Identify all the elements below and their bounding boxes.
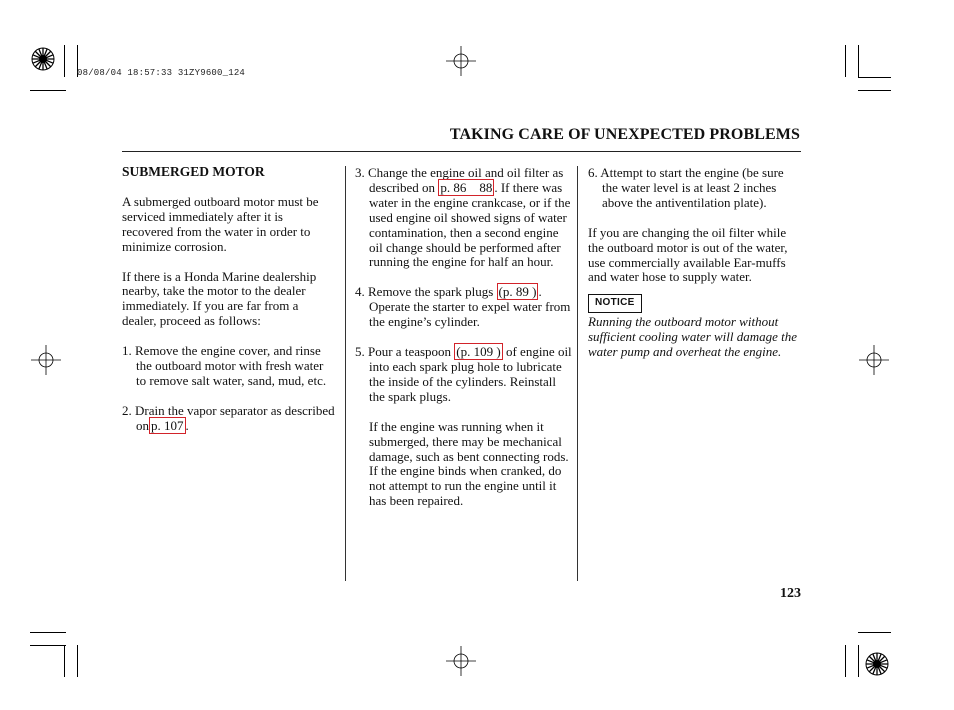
paragraph: If there is a Honda Marine dealership nearby, take the motor to the dealer immediately. If you are far from a dealer, proceed as follows: <box>122 268 317 329</box>
registration-burst-icon <box>864 651 890 677</box>
list-item <box>355 166 573 270</box>
paragraph: A submerged outboard motor must be serviced immediately after it is recovered from the water in order to minimize corrosion. <box>122 193 319 254</box>
list-item-text: 3. Change the engine oil and oil filter as described on <box>355 165 564 195</box>
crosshair-icon <box>31 345 61 375</box>
section-subheading: SUBMERGED MOTOR <box>122 164 265 179</box>
paragraph: If you are changing the oil filter while the outboard motor is out of the water, use commercially available Ear-muffs and water hose to supply water. <box>588 224 788 285</box>
list-item-text: 2. Drain the vapor separator as described on <box>122 402 335 433</box>
column-divider <box>577 166 578 581</box>
column-1 <box>122 165 336 449</box>
page-title: TAKING CARE OF UNEXPECTED PROBLEMS <box>449 126 800 143</box>
crosshair-icon <box>446 646 476 676</box>
list-item: 6. Attempt to start the engine (be sure the water level is at least 2 inches above the antiventilation plate). <box>588 165 784 210</box>
registration-burst-icon <box>30 46 56 72</box>
title-rule <box>122 151 801 152</box>
column-divider <box>345 166 346 581</box>
notice-badge: NOTICE <box>588 294 642 313</box>
list-item-text: 5. Pour a teaspoon <box>355 344 452 360</box>
page-link[interactable]: p. 107 <box>151 417 184 433</box>
list-item-text: . If there was water in the engine crankcase, or if the used engine oil showed signs of water contamination, then a second engine oil change should be performed after running the engine for half an hour. <box>369 179 571 270</box>
list-item <box>355 345 573 405</box>
page-link[interactable]: p. 86 88 <box>440 179 493 195</box>
notice-text: Running the outboard motor without sufficient cooling water will damage the water pump and overheat the engine. <box>588 314 798 360</box>
crosshair-icon <box>859 345 889 375</box>
column-2 <box>355 166 573 524</box>
print-slug: 08/08/04 18:57:33 31ZY9600_124 <box>77 68 246 78</box>
list-item-text: . <box>185 417 189 433</box>
crosshair-icon <box>446 46 476 76</box>
list-item <box>122 404 336 434</box>
list-item-text: . Operate the starter to expel water from the engine’s cylinder. <box>369 284 571 330</box>
list-item: 1. Remove the engine cover, and rinse the outboard motor with fresh water to remove salt water, sand, mud, etc. <box>122 343 327 388</box>
page-link[interactable]: (p. 109 ) <box>456 344 501 360</box>
page-number: 123 <box>780 586 801 601</box>
page-link[interactable]: (p. 89 ) <box>498 284 537 300</box>
list-item <box>355 285 573 330</box>
column-3 <box>588 166 802 375</box>
list-item-text: 4. Remove the spark plugs <box>355 284 494 300</box>
list-item-text: of engine oil into each spark plug hole to lubricate the inside of the cylinders. Reinstall the spark plugs. <box>369 344 572 404</box>
paragraph: If the engine was running when it submerged, there may be mechanical damage, such as bent connecting rods. If the engine binds when cranked, do not attempt to run the engine until it has been repaired. <box>369 418 569 509</box>
